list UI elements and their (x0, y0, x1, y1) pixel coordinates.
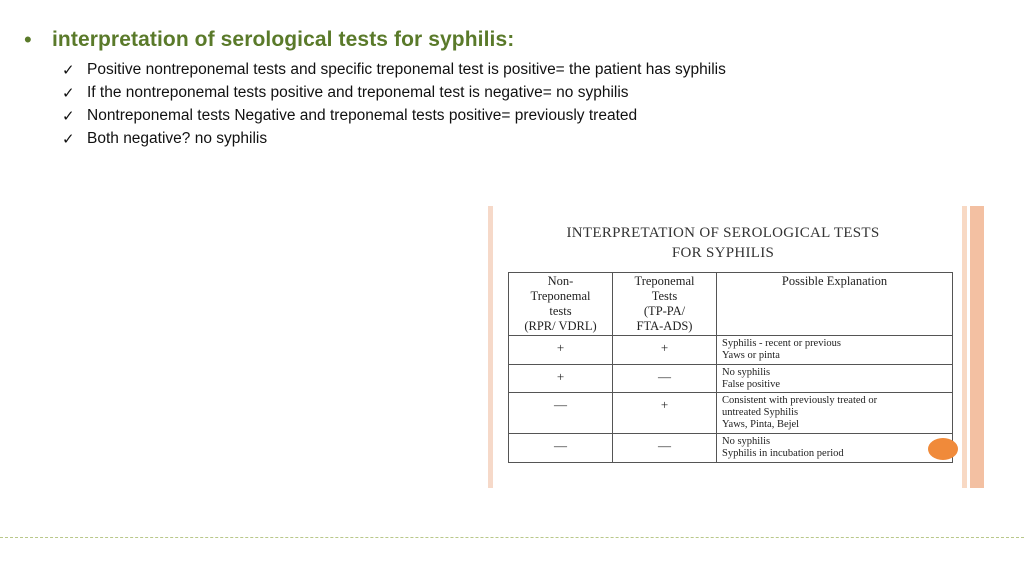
bullet-icon: • (24, 27, 32, 52)
explanation-line: Yaws, Pinta, Bejel (722, 419, 800, 430)
header-line: tests (549, 304, 572, 318)
table-row (509, 434, 953, 463)
figure-title-line-1: INTERPRETATION OF SEROLOGICAL TESTS (566, 225, 880, 241)
orange-marker (928, 438, 958, 460)
header-line: (TP-PA/ (643, 304, 686, 318)
header-nontreponemal (509, 273, 613, 336)
footer-divider (0, 537, 1024, 538)
figure-right-border (962, 206, 984, 488)
nontreponemal-result: + (509, 336, 613, 365)
explanation-cell (717, 393, 953, 434)
explanation-line: untreated Syphilis (722, 407, 799, 418)
list-item (62, 127, 726, 150)
explanation-line: No syphilis (722, 436, 771, 447)
table-row (509, 393, 953, 434)
figure-title-line-2: FOR SYPHILIS (671, 245, 775, 261)
nontreponemal-result: — (509, 434, 613, 463)
explanation-line: Syphilis in incubation period (722, 448, 844, 459)
treponemal-result: — (613, 365, 717, 393)
list-item-text: Both negative? no syphilis (87, 129, 268, 147)
table-row (509, 336, 953, 365)
heading-row (24, 28, 514, 52)
explanation-cell (717, 336, 953, 365)
explanation-cell (717, 434, 953, 463)
explanation-cell (717, 365, 953, 393)
list-item (62, 58, 726, 81)
list-item (62, 81, 726, 104)
list-item-text: Positive nontreponemal tests and specific treponemal test is positive= the patient has syphilis (87, 60, 726, 78)
figure-title (488, 223, 958, 263)
header-treponemal (613, 273, 717, 336)
explanation-line: No syphilis (722, 367, 771, 378)
explanation-line: False positive (722, 379, 781, 390)
key-points-list (62, 58, 726, 150)
header-line: Tests (651, 289, 678, 303)
checkmark-icon: ✓ (62, 130, 75, 148)
nontreponemal-result: — (509, 393, 613, 434)
header-line: (RPR/ VDRL) (524, 319, 597, 333)
table-row (509, 365, 953, 393)
checkmark-icon: ✓ (62, 84, 75, 102)
header-line: Treponemal (634, 274, 695, 288)
serology-table (508, 272, 953, 463)
header-line: Possible Explanation (781, 274, 888, 288)
treponemal-result: + (613, 393, 717, 434)
list-item-text: If the nontreponemal tests positive and treponemal test is negative= no syphilis (87, 83, 629, 101)
treponemal-result: + (613, 336, 717, 365)
treponemal-result: — (613, 434, 717, 463)
header-line: Non- (547, 274, 574, 288)
explanation-line: Syphilis - recent or previous (722, 338, 841, 349)
header-line: FTA-ADS) (636, 319, 693, 333)
serology-table-figure (488, 206, 984, 488)
explanation-line: Yaws or pinta (722, 350, 780, 361)
header-line: Treponemal (530, 289, 591, 303)
list-item (62, 104, 726, 127)
nontreponemal-result: + (509, 365, 613, 393)
checkmark-icon: ✓ (62, 107, 75, 125)
header-possible-explanation (717, 273, 953, 336)
page-heading: interpretation of serological tests for syphilis: (52, 28, 515, 51)
list-item-text: Nontreponemal tests Negative and treponemal tests positive= previously treated (87, 106, 638, 124)
explanation-line: Consistent with previously treated or (722, 395, 878, 406)
table-header-row (509, 273, 953, 336)
checkmark-icon: ✓ (62, 61, 75, 79)
